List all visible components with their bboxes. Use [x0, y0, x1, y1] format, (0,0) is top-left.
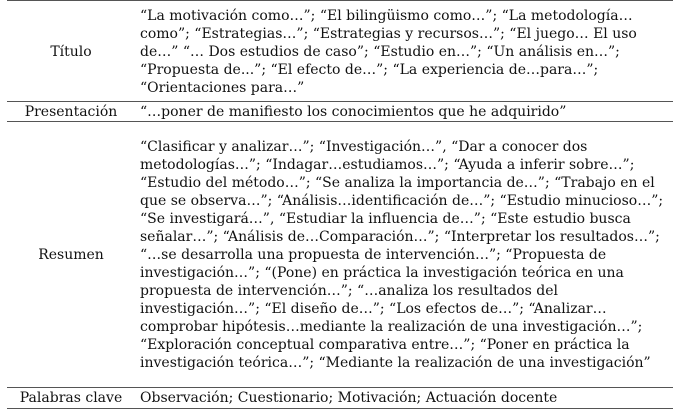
row-label-presentacion: Presentación: [7, 102, 135, 122]
row-label-resumen: Resumen: [7, 122, 135, 388]
summary-table: [7, 0, 673, 409]
table-row-palabras-clave: [7, 388, 673, 409]
row-content-palabras-clave: Observación; Cuestionario; Motivación; Actuación docente: [135, 388, 673, 409]
table-row-titulo: [7, 1, 673, 102]
row-content-resumen: “Clasificar y analizar…”; “Investigación…”, “Dar a conocer dos metodologías…”; “Indagar…estudiamos…”; “Ayuda a inferir sobre…”; “Estudio del método…”; “Se analiza la importancia de…”; “Trabajo en el que se observa…”; “Análisis…identificación de…”; “Estudio minucioso…”; “Se investigará…”, “Estudiar la influencia de…”; “Este estudio busca señalar…”; “Análisis de…Comparación…”; “Interpretar los resultados…”; “…se desarrolla una propuesta de intervención…”; “Propuesta de investigación…”; “(Pone) en práctica la investigación teórica en una propuesta de intervención…”; “…analiza los resultados del investigación…”; “El diseño de…”; “Los efectos de…”; “Analizar…comprobar hipótesis…mediante la realización de una investigación…”; “Exploración conceptual comparativa entre…”; “Poner en práctica la investigación teórica…”; “Mediante la realización de una investigación”: [135, 122, 673, 388]
table-row-presentacion: [7, 102, 673, 122]
table-row-resumen: [7, 122, 673, 388]
row-label-palabras-clave: Palabras clave: [7, 388, 135, 409]
row-content-titulo: “La motivación como…”; “El bilingüismo como…”; “La metodología…como”; “Estrategias…”; “Estrategias y recursos…”; “El juego… El uso de…” “… Dos estudios de caso”; “Estudio en…”; “Un análisis en…”; “Propuesta de...”; “El efecto de…”; “La experiencia de…para…”; “Orientaciones para…”: [135, 1, 673, 102]
row-label-titulo: Título: [7, 1, 135, 102]
row-content-presentacion: “…poner de manifiesto los conocimientos que he adquirido”: [135, 102, 673, 122]
